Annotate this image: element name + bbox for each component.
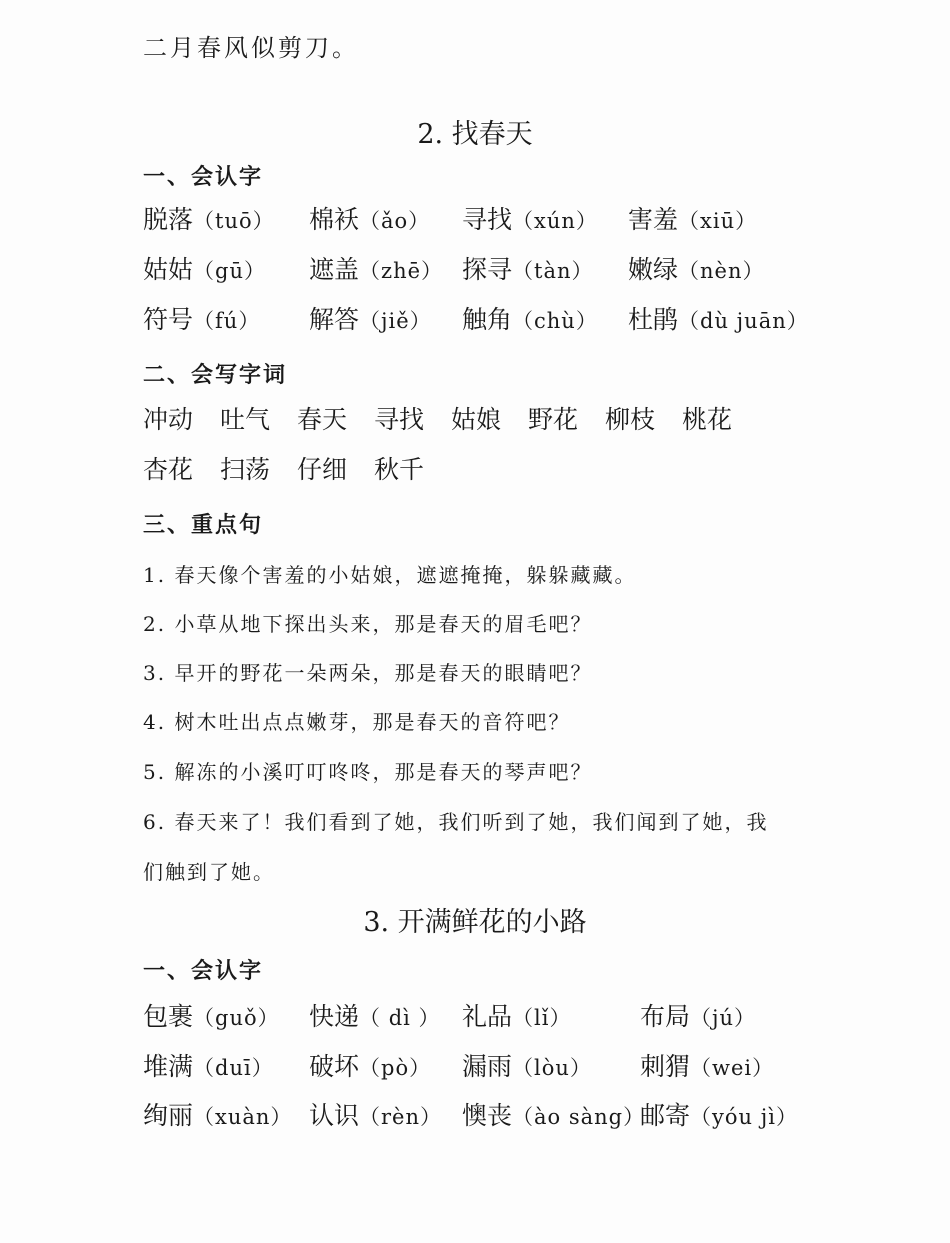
vocab-word: 破坏 — [309, 1052, 360, 1081]
vocab-word: 符号 — [143, 305, 194, 334]
section-heading: 三、重点句 — [143, 513, 264, 538]
pinyin: （jú） — [690, 1006, 757, 1030]
key-sentence: 1. 春天像个害羞的小姑娘，遮遮掩掩，躲躲藏藏。 — [143, 563, 637, 587]
word-item: 桃花 — [682, 405, 733, 434]
pinyin: （zhē） — [359, 259, 444, 283]
vocab-word: 绚丽 — [143, 1101, 194, 1130]
vocab-item — [462, 1096, 645, 1132]
vocab-item — [309, 1047, 431, 1083]
vocab-item — [143, 997, 280, 1033]
vocab-word: 解答 — [309, 305, 360, 334]
word-item: 扫荡 — [220, 455, 271, 484]
vocab-item — [309, 997, 441, 1033]
vocab-word: 棉袄 — [309, 205, 360, 234]
pinyin: （duī） — [193, 1056, 274, 1080]
vocab-item — [628, 200, 757, 236]
vocab-item — [143, 1096, 292, 1132]
vocab-item — [309, 300, 432, 336]
key-sentence: 6. 春天来了！我们看到了她，我们听到了她，我们闻到了她，我 — [143, 810, 769, 834]
pinyin: （tuō） — [193, 209, 275, 233]
vocab-word: 堆满 — [143, 1052, 194, 1081]
pinyin: （jiě） — [359, 309, 432, 333]
vocab-item — [462, 250, 594, 286]
key-sentence: 5. 解冻的小溪叮叮咚咚，那是春天的琴声吧？ — [143, 760, 593, 784]
lesson-title: 2. 找春天 — [417, 119, 533, 150]
pinyin: （tàn） — [512, 259, 594, 283]
vocab-item — [462, 1047, 592, 1083]
pinyin: （lǐ） — [512, 1006, 572, 1030]
word-item: 冲动 — [143, 405, 194, 434]
word-item: 春天 — [297, 405, 348, 434]
poem-line: 二月春风似剪刀。 — [143, 34, 359, 62]
pinyin: （nèn） — [678, 259, 765, 283]
pinyin: （chù） — [512, 309, 598, 333]
vocab-word: 触角 — [462, 305, 513, 334]
word-item: 吐气 — [220, 405, 271, 434]
vocab-word: 探寻 — [462, 255, 513, 284]
vocab-word: 包裹 — [143, 1002, 194, 1031]
vocab-item — [462, 300, 598, 336]
pinyin: （fú） — [193, 309, 261, 333]
vocab-item — [640, 997, 756, 1033]
pinyin: （gū） — [193, 259, 266, 283]
vocab-word: 寻找 — [462, 205, 513, 234]
vocab-item — [628, 250, 765, 286]
section-heading: 二、会写字词 — [143, 363, 288, 388]
key-sentence: 4. 树木吐出点点嫩芽，那是春天的音符吧？ — [143, 710, 571, 734]
vocab-word: 嫩绿 — [628, 255, 679, 284]
pinyin: （ào sàng） — [512, 1105, 646, 1129]
word-item: 仔细 — [297, 455, 348, 484]
vocab-word: 认识 — [309, 1101, 360, 1130]
vocab-word: 快递 — [309, 1002, 360, 1031]
vocab-item — [143, 250, 266, 286]
vocab-word: 刺猬 — [640, 1052, 691, 1081]
vocab-word: 杜鹃 — [628, 305, 679, 334]
key-sentence: 们触到了她。 — [143, 860, 275, 884]
word-item: 姑娘 — [451, 405, 502, 434]
pinyin: （guǒ） — [193, 1006, 280, 1030]
vocab-item — [640, 1047, 774, 1083]
lesson-title: 3. 开满鲜花的小路 — [363, 907, 587, 938]
pinyin: （lòu） — [512, 1056, 592, 1080]
vocab-item — [628, 300, 809, 336]
section-heading: 一、会认字 — [143, 165, 264, 190]
vocab-item — [143, 300, 260, 336]
section-heading: 一、会认字 — [143, 959, 264, 984]
vocab-item — [462, 200, 598, 236]
vocab-item — [462, 997, 571, 1033]
pinyin: （yóu jì） — [690, 1105, 798, 1129]
pinyin: （ dì ） — [359, 1006, 441, 1030]
vocab-item — [309, 250, 443, 286]
vocab-word: 姑姑 — [143, 255, 194, 284]
vocab-word: 懊丧 — [462, 1101, 513, 1130]
pinyin: （pò） — [359, 1056, 432, 1080]
vocab-item — [309, 200, 430, 236]
vocab-word: 布局 — [640, 1002, 691, 1031]
key-sentence: 3. 早开的野花一朵两朵，那是春天的眼睛吧？ — [143, 661, 593, 685]
word-item: 秋千 — [374, 455, 425, 484]
word-item: 杏花 — [143, 455, 194, 484]
word-item: 柳枝 — [605, 405, 656, 434]
vocab-word: 邮寄 — [640, 1101, 691, 1130]
vocab-word: 礼品 — [462, 1002, 513, 1031]
pinyin: （xuàn） — [193, 1105, 293, 1129]
pinyin: （rèn） — [359, 1105, 443, 1129]
vocab-word: 漏雨 — [462, 1052, 513, 1081]
key-sentence: 2. 小草从地下探出头来，那是春天的眉毛吧？ — [143, 612, 593, 636]
vocab-item — [143, 1047, 274, 1083]
word-item: 寻找 — [374, 405, 425, 434]
pinyin: （xún） — [512, 209, 598, 233]
vocab-word: 遮盖 — [309, 255, 360, 284]
pinyin: （dù juān） — [678, 309, 809, 333]
pinyin: （wei） — [690, 1056, 775, 1080]
word-item: 野花 — [528, 405, 579, 434]
vocab-item — [143, 200, 275, 236]
pinyin: （ǎo） — [359, 209, 431, 233]
vocab-word: 脱落 — [143, 205, 194, 234]
vocab-item — [309, 1096, 442, 1132]
vocab-item — [640, 1096, 798, 1132]
vocab-word: 害羞 — [628, 205, 679, 234]
pinyin: （xiū） — [678, 209, 758, 233]
